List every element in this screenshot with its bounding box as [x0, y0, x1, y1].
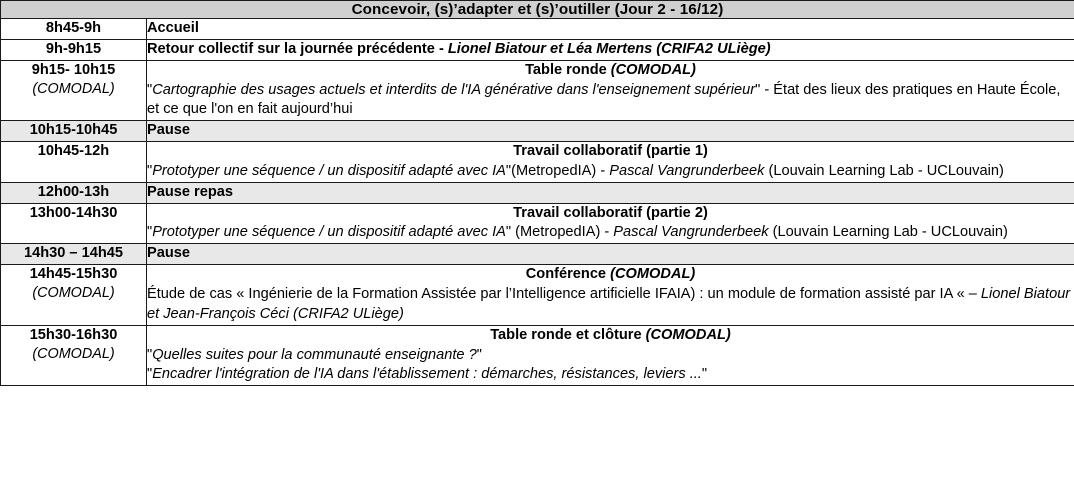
time-range: 14h45-15h30: [29, 266, 118, 283]
text-segment: Pascal Vangrunderbeek: [613, 224, 773, 241]
text-segment: Table ronde et clôture: [490, 326, 646, 343]
text-segment: Lionel Biatour et Léa Mertens (CRIFA2 ULiège): [447, 40, 771, 57]
text-segment: Pause: [147, 245, 190, 262]
session-cell: [147, 265, 1074, 326]
session-title-line: [147, 265, 1074, 285]
session-cell: [147, 203, 1074, 244]
text-segment: ": [147, 81, 153, 98]
session-detail-line: [147, 40, 1074, 60]
table-row: [1, 265, 1074, 326]
time-range: 14h30 – 14h45: [24, 245, 123, 262]
session-cell: [147, 182, 1074, 203]
session-detail-line: [147, 81, 1074, 121]
table-row: [1, 60, 1074, 121]
text-segment: ": [147, 366, 153, 383]
text-segment: Pause: [147, 122, 190, 139]
session-cell: [147, 325, 1074, 386]
session-detail-line: [147, 346, 1074, 366]
time-cell: [1, 203, 147, 244]
session-detail-line: [147, 121, 1074, 141]
text-segment: (Louvain Learning Lab - UCLouvain): [768, 162, 1004, 179]
table-row: [1, 203, 1074, 244]
session-cell: [147, 121, 1074, 142]
session-detail-line: [147, 285, 1074, 325]
text-segment: Cartographie des usages actuels et interdits de l'IA générative dans l'enseignement supérieur: [152, 81, 756, 98]
table-header-row: [1, 1, 1074, 19]
time-cell: [1, 60, 147, 121]
session-detail-line: [147, 162, 1074, 182]
text-segment: (COMODAL): [610, 61, 696, 78]
text-segment: ": [147, 162, 153, 179]
text-segment: ": [701, 366, 708, 383]
text-segment: Étude de cas « Ingénierie de la Formation Assistée par l’Intelligence artificielle IFAIA) : un module de formation assisté par IA « –: [147, 285, 981, 302]
table-row: [1, 39, 1074, 60]
text-segment: Retour collectif sur la journée précédente -: [147, 40, 448, 57]
session-title-line: [147, 61, 1074, 81]
session-title-line: [147, 326, 1074, 346]
session-detail-line: [147, 19, 1074, 39]
text-segment: Pascal Vangrunderbeek: [609, 162, 769, 179]
text-segment: Table ronde: [525, 61, 611, 78]
time-range: 9h15- 10h15: [31, 61, 116, 78]
time-range: 13h00-14h30: [29, 204, 118, 221]
text-segment: (COMODAL): [645, 326, 731, 343]
session-detail-line: [147, 223, 1074, 243]
text-segment: Lionel Biatour et Jean-François Céci (CRIFA2 ULiège): [147, 285, 1071, 322]
time-cell: [1, 39, 147, 60]
time-cell: [1, 265, 147, 326]
table-row: [1, 121, 1074, 142]
text-segment: (COMODAL): [610, 266, 696, 283]
session-title-line: [147, 204, 1074, 224]
time-cell: [1, 142, 147, 183]
table-header: [1, 1, 1074, 19]
table-row: [1, 244, 1074, 265]
session-detail-line: [147, 244, 1074, 264]
table-row: [1, 19, 1074, 40]
time-range: 10h45-12h: [37, 143, 110, 160]
session-cell: [147, 60, 1074, 121]
time-modality-note: (COMODAL): [32, 80, 115, 97]
text-segment: Accueil: [147, 20, 199, 36]
time-range: 12h00-13h: [37, 183, 110, 200]
session-cell: [147, 19, 1074, 40]
session-cell: [147, 244, 1074, 265]
session-cell: [147, 142, 1074, 183]
text-segment: ": [476, 346, 482, 363]
text-segment: Prototyper une séquence / un dispositif adapté avec IA: [152, 224, 506, 241]
table-row: [1, 182, 1074, 203]
text-segment: " (MetropedIA) -: [505, 224, 614, 241]
table-row: [1, 142, 1074, 183]
time-range: 10h15-10h45: [29, 122, 118, 139]
session-detail-line: [147, 183, 1074, 203]
text-segment: Encadrer l'intégration de l'IA dans l'établissement : démarches, résistances, leviers ...: [152, 366, 702, 383]
time-range: 8h45-9h: [45, 20, 102, 36]
session-cell: [147, 39, 1074, 60]
text-segment: Travail collaboratif (partie 1): [513, 143, 708, 160]
time-cell: [1, 121, 147, 142]
session-title-line: [147, 142, 1074, 162]
text-segment: Conférence: [525, 266, 611, 283]
text-segment: Prototyper une séquence / un dispositif adapté avec IA: [152, 162, 506, 179]
text-segment: Quelles suites pour la communauté enseignante ?: [152, 346, 477, 363]
text-segment: " - État des lieux des pratiques en Haute École, et ce que l'on en fait aujourd’hui: [147, 81, 1061, 118]
time-modality-note: (COMODAL): [32, 345, 115, 362]
table-row: [1, 325, 1074, 386]
time-cell: [1, 182, 147, 203]
time-range: 9h-9h15: [45, 40, 102, 57]
time-cell: [1, 244, 147, 265]
text-segment: Travail collaboratif (partie 2): [513, 204, 708, 221]
time-cell: [1, 19, 147, 40]
time-modality-note: (COMODAL): [32, 285, 115, 302]
time-cell: [1, 325, 147, 386]
text-segment: (Louvain Learning Lab - UCLouvain): [772, 224, 1008, 241]
text-segment: Pause repas: [147, 183, 233, 200]
text-segment: "(MetropedIA) -: [505, 162, 610, 179]
schedule-title: Concevoir, (s)’adapter et (s)’outiller (Jour 2 - 16/12): [1, 1, 1074, 19]
time-range: 15h30-16h30: [29, 326, 118, 343]
text-segment: ": [147, 346, 153, 363]
session-detail-line: [147, 365, 1074, 385]
text-segment: ": [147, 224, 153, 241]
table-body: [1, 19, 1074, 386]
